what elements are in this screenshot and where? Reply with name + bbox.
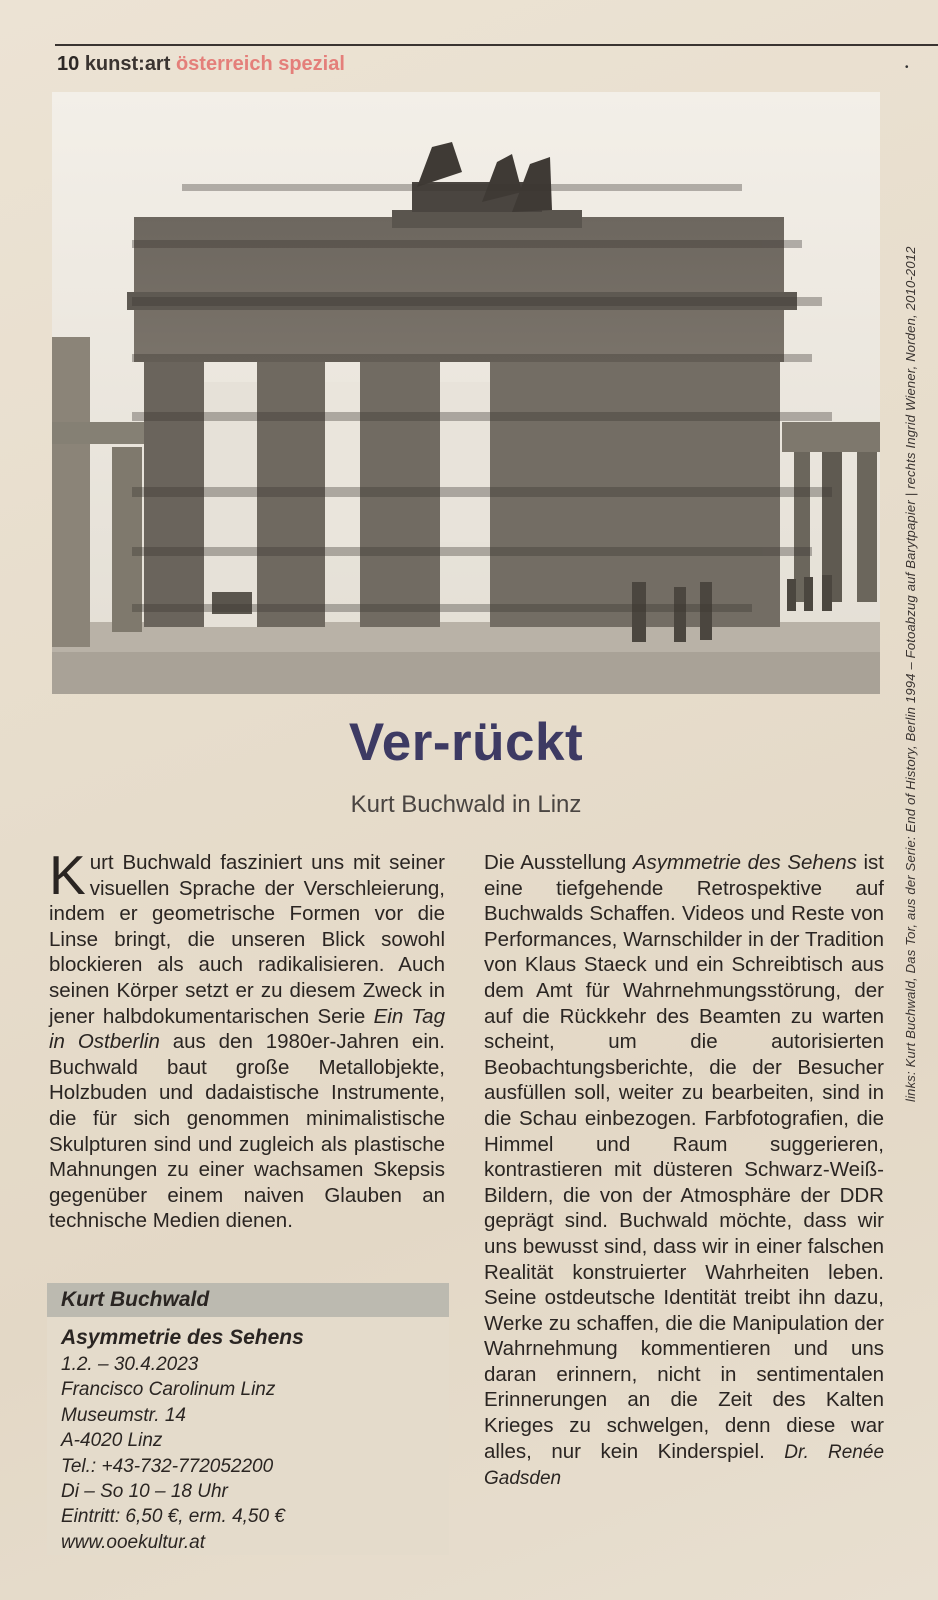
left-text-series-title: Ein Tag in Ostberlin	[49, 1004, 445, 1054]
exhibition-venue: Francisco Carolinum Linz	[61, 1379, 276, 1401]
opening-hours: Di – So 10 – 18 Uhr	[61, 1481, 228, 1503]
bullet-mark: •	[905, 62, 909, 73]
left-paragraph	[49, 844, 445, 1234]
brandenburg-gate-photo	[52, 92, 880, 694]
magazine-brand: kunst:art	[84, 53, 171, 75]
photo-caption-text: links: Kurt Buchwald, Das Tor, aus der Serie: End of History, Berlin 1994 – Fotoabzug auf Barytpapier | rechts Ingrid Wiener, Norden, 2010-2012	[903, 246, 918, 1102]
right-text-exhibition-title: Asymmetrie des Sehens	[632, 851, 857, 874]
exhibition-dates: 1.2. – 30.4.2023	[61, 1354, 199, 1375]
exhibition-title: Asymmetrie des Sehens	[61, 1326, 304, 1349]
section-label: österreich spezial	[175, 53, 345, 75]
left-text-part-2: aus den 1980er-Jahren ein. Buchwald baut große Metallobjekte, Holzbuden und dadaistische Instrumente, die für sich genommen minimalistische Skulpturen sind und zugleich als plastische Mahnungen zu einer wachsamen Skepsis gegenüber einem naiven Glauben an technische Medien dienen.	[49, 1030, 445, 1233]
info-box-body	[47, 1317, 449, 1555]
admission-price: Eintritt: 6,50 €, erm. 4,50 €	[61, 1506, 285, 1528]
page-number: 10	[57, 53, 80, 75]
article-subtitle: Kurt Buchwald in Linz	[350, 791, 582, 818]
website-link[interactable]: www.ooekultur.at	[61, 1531, 205, 1553]
venue-phone: Tel.: +43-732-772052200	[61, 1455, 274, 1477]
page-header	[57, 53, 345, 76]
article-author: Dr. Renée Gadsden	[484, 1441, 885, 1490]
article-column-right	[484, 850, 884, 1492]
right-paragraph	[484, 850, 884, 1492]
venue-street: Museumstr. 14	[61, 1404, 186, 1426]
right-text-part-2: ist eine tiefgehende Retrospektive auf Buchwalds Schaffen. Videos und Reste von Performances, Warnschilder in der Tradition von Klaus Staeck und ein Schreibtisch aus dem Amt für Wahrnehmungsstörung, der auf die Rückkehr des Beamten zu warten scheint, um die autorisierten Beobachtungsberichte, die der Besucher ausfüllen soll, weiter zu bearbeiten, sind in die Schau einbezogen. Farbfotografien, die Himmel und Raum suggerieren, kontrastieren mit düsteren Schwarz-Weiß-Bildern, die von der Atmosphäre der DDR geprägt sind. Buchwald möchte, dass wir uns bewusst sind, dass wir in einer falschen Realität konstruierter Wahrheiten leben. Seine ostdeutsche Identität treibt ihn dazu, Werke zu schaffen, die die Manipulation der Wahrnehmung kommentieren und uns daran erinnern, nicht in sentimentalen Erinnerungen an die Zeit des Kalten Krieges zu schwelgen, denn diese war alles, nur kein Kinderspiel.	[484, 851, 884, 1463]
article-title: Ver-rückt	[348, 713, 584, 772]
left-text-part-1: urt Buchwald fasziniert uns mit seiner visuellen Sprache der Verschleierung, indem er geometrische Formen vor die Linse bringt, die unseren Blick sowohl blockieren als auch radikalisieren. Auch seinen Körper setzt er zu diesem Zweck in jener halbdokumentarischen Serie	[49, 851, 445, 1028]
venue-city: A-4020 Linz	[61, 1430, 163, 1452]
photo-caption	[889, 92, 919, 1102]
article-column-left	[49, 844, 445, 1234]
drop-cap: K	[49, 844, 86, 906]
info-box-heading: Kurt Buchwald	[47, 1283, 449, 1317]
article-photo	[52, 92, 880, 694]
header-rule	[55, 44, 938, 46]
right-text-part-1: Die Ausstellung	[484, 851, 633, 874]
exhibition-info-box	[47, 1283, 449, 1555]
